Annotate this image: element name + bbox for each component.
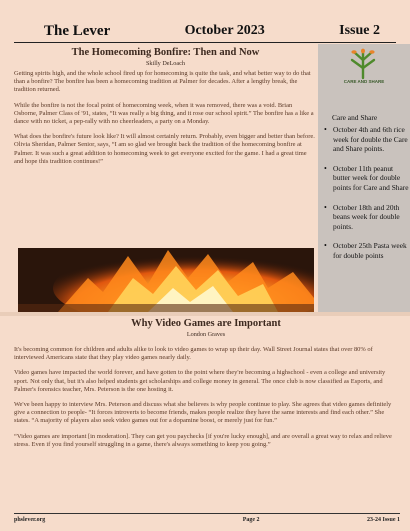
bonfire-article [14, 47, 317, 173]
sidebar-title: Care and Share [332, 113, 378, 122]
footer-issue: 23-24 Issue 1 [366, 516, 400, 523]
list-item: • October 11th peanut butter week for double points for Care and Share [324, 164, 410, 193]
bonfire-article-byline: Skilly DeLoach [145, 60, 185, 67]
bonfire-paragraph: Getting spirits high, and the whole school fired up for homecoming is quite the task, and what better way to do that than a bonfire? The bonfire has been a homecoming tradition at Palmer for decades. After a lengthy break, the tradition returned. [14, 70, 311, 94]
video-games-article-byline: London Graves [186, 331, 226, 338]
bonfire-paragraph: While the bonfire is not the focal point of homecoming week, when it was removed, there was a void. Brian Osborne, Palmer Class of '91, states, “It was really a big thing, and it rose our school spirit.” The bonfire has a like a dance with no ticket, a pep-rally with no cheerleaders, a party on a Monday. [14, 101, 314, 126]
video-games-article [14, 317, 398, 456]
care-and-share-logo [343, 48, 385, 88]
video-games-paragraph: Video games have impacted the world forever, and have gotten to the point where they're becoming a highschool - even a college and university sport. Not only that, but it's also helped students get scholarships and college money in general. The once club is now classified as Esports, and Palmer's forensics teacher, Mrs. Peterson is the one hosting it. [14, 369, 386, 393]
bonfire-paragraph: What does the bonfire's future look like? It will almost certainly return. Probably, even bigger and better than before. Olivia Sheridan, Palmer Senior, says, “I am so glad we brought back the tradition of the homecoming bonfire at Palmer. It was such a great addition to homecoming week to get everyone excited for the game. I had a great time and hope this tradition continues!” [14, 133, 315, 165]
sidebar-list [324, 125, 410, 261]
logo-wordmark: CARE AND SHARE [343, 79, 385, 84]
issue-number: Issue 2 [339, 23, 380, 38]
masthead [14, 14, 396, 43]
list-item: • October 25th Pasta week for double points [324, 241, 410, 260]
bonfire-article-title: The Homecoming Bonfire: Then and Now [71, 47, 260, 58]
list-item: • October 4th and 6th rice week for double the Care and Share points. [324, 125, 410, 154]
section-divider [0, 312, 410, 316]
video-games-paragraph: It's becoming common for children and adults alike to look to video games to wrap up their day. Wall Street Journal states that over 80% of interviewed Americans state that they play video games nearly daily. [14, 346, 373, 362]
issue-date: October 2023 [184, 23, 265, 38]
footer-site: phslever.org [14, 516, 46, 523]
page-footer [14, 513, 400, 525]
video-games-article-title: Why Video Games are Important [131, 318, 281, 329]
bonfire-photo [18, 248, 314, 312]
footer-page-number: Page 2 [242, 516, 260, 523]
care-and-share-sidebar [318, 44, 410, 312]
video-games-paragraph: “Video games are important [in moderation]. They can get you paychecks [if you're lucky enough], and are overall a great way to relax and relieve stress. Even if you find yourself struggling in a game, there's always something to keep you going.” [14, 432, 392, 448]
video-games-paragraph: We've been happy to interview Mrs. Peterson and discuss what she believes is why people continue to play. She agrees that video games definitely give a connection to people- “It forces introverts to become friends, makes people realize they have the same interests and find each other.” She states. “A majority of players also seek video games out for a dopamine boost, or merely just for fun.” [14, 401, 392, 425]
list-item: • October 18th and 20th beans week for double points. [324, 203, 410, 232]
newsletter-name: The Lever [44, 23, 111, 39]
